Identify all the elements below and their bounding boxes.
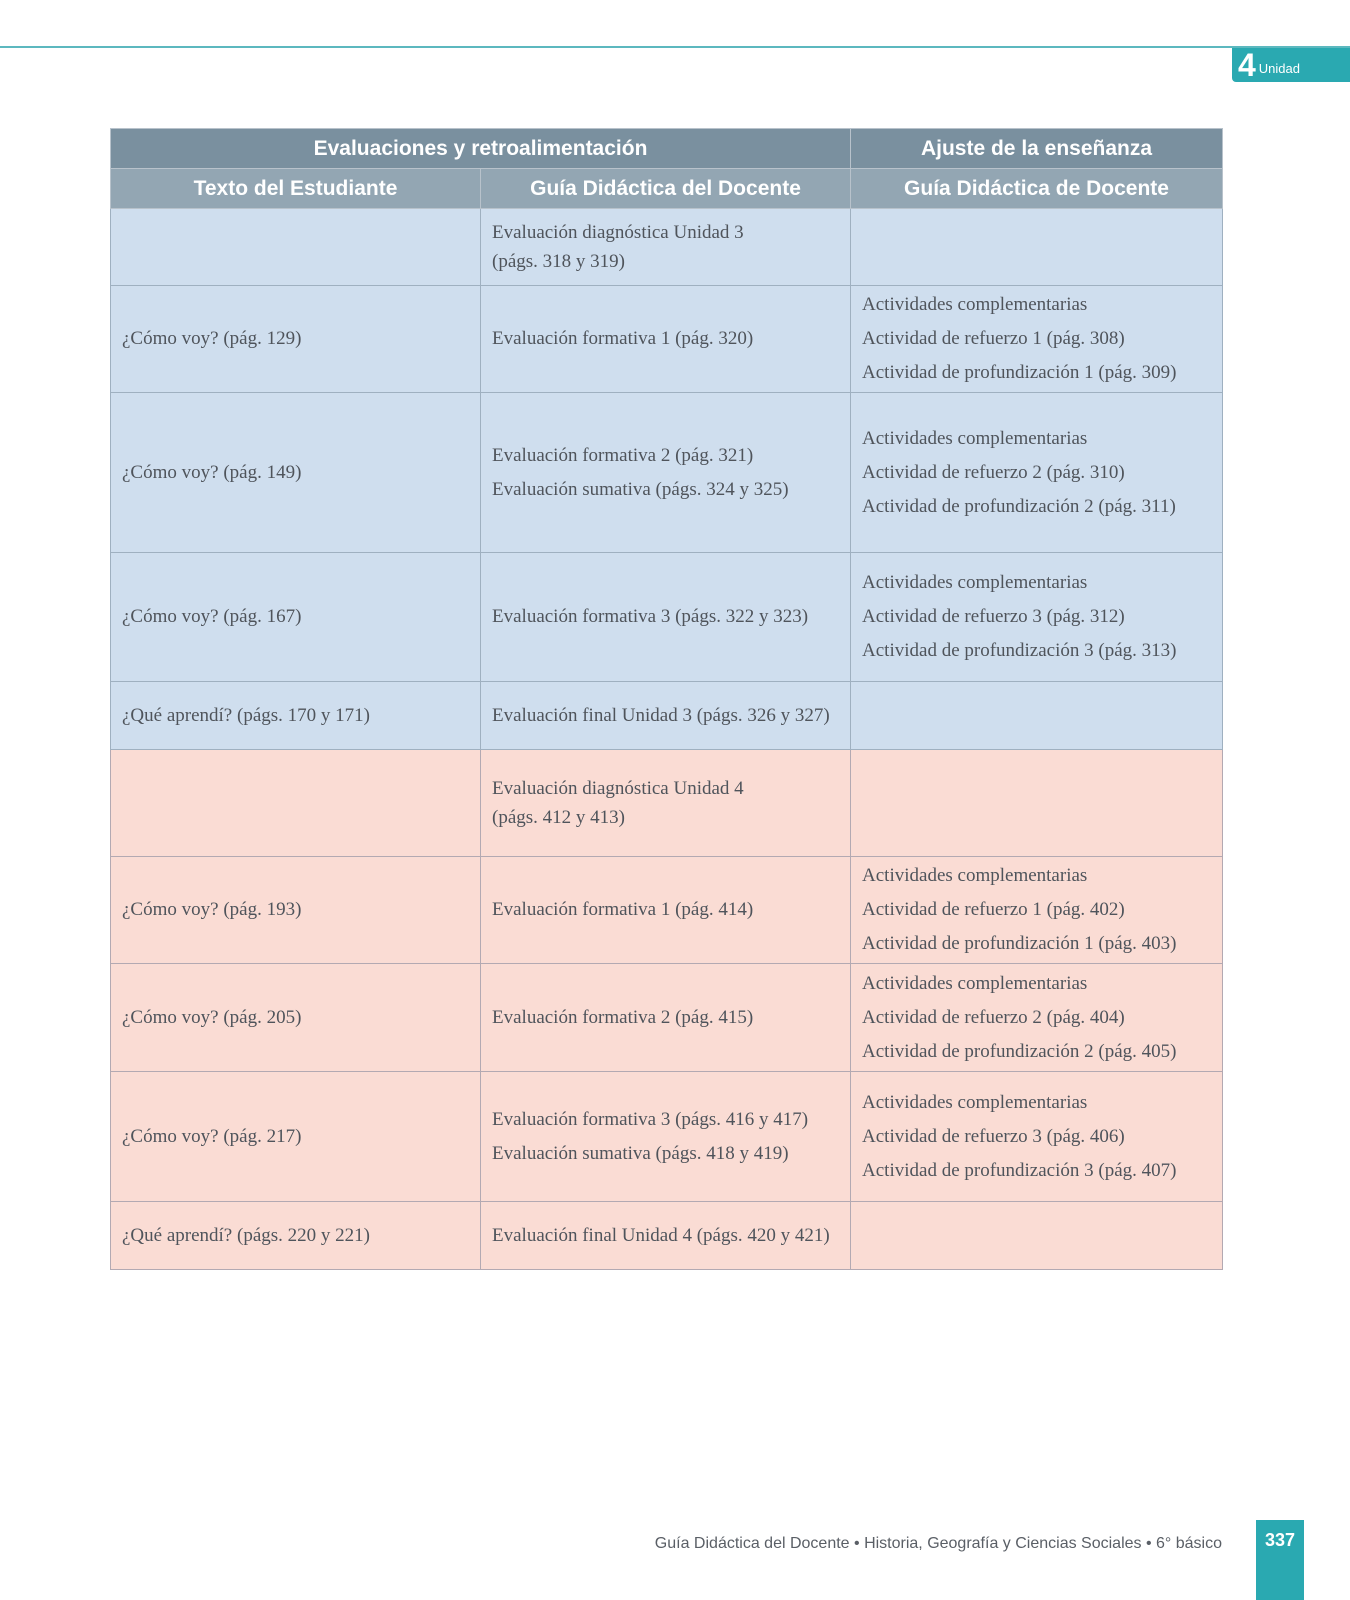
cell-adjustment <box>851 964 1223 1072</box>
cell-line: (págs. 318 y 319) <box>492 251 625 272</box>
header-ajuste: Ajuste de la enseñanza <box>851 129 1223 169</box>
cell-student-text <box>111 857 481 964</box>
cell-line: Evaluación formativa 2 (pág. 415) <box>492 1006 754 1028</box>
cell-line: ¿Cómo voy? (pág. 149) <box>122 461 302 483</box>
cell-line: Actividad de profundización 2 (pág. 311) <box>862 495 1176 517</box>
evaluation-table <box>110 128 1223 1270</box>
cell-line: ¿Cómo voy? (pág. 217) <box>122 1125 302 1147</box>
cell-line: Evaluación diagnóstica Unidad 4 <box>492 778 744 799</box>
table-row <box>111 393 1223 553</box>
cell-line: Actividades complementarias <box>862 865 1088 886</box>
table-row <box>111 750 1223 857</box>
cell-line: Evaluación formativa 1 (pág. 320) <box>492 328 754 349</box>
cell-line: Evaluación formativa 1 (pág. 414) <box>492 899 754 920</box>
top-rule <box>0 46 1350 48</box>
cell-student-text <box>111 286 481 393</box>
cell-adjustment <box>851 209 1223 286</box>
cell-line: Evaluación formativa 3 (págs. 322 y 323) <box>492 606 809 627</box>
cell-line: Actividad de refuerzo 1 (pág. 308) <box>862 328 1125 349</box>
cell-line: ¿Cómo voy? (pág. 167) <box>122 606 302 627</box>
unit-tab <box>1232 48 1350 82</box>
cell-line: Actividades complementarias <box>862 1091 1088 1113</box>
cell-student-text <box>111 750 481 857</box>
cell-line: Evaluación sumativa (págs. 324 y 325) <box>492 478 789 500</box>
table-row <box>111 1202 1223 1270</box>
table-header-sub <box>111 169 1223 209</box>
footer-text: Guía Didáctica del Docente • Historia, Geografía y Ciencias Sociales • 6° básico <box>654 1535 1222 1552</box>
cell-line: Evaluación final Unidad 4 (págs. 420 y 421) <box>492 1224 830 1246</box>
cell-line: Evaluación sumativa (págs. 418 y 419) <box>492 1142 789 1164</box>
cell-teacher-guide <box>481 964 851 1072</box>
cell-adjustment <box>851 1202 1223 1270</box>
cell-line: Evaluación formativa 2 (pág. 321) <box>492 444 754 466</box>
cell-adjustment <box>851 1072 1223 1202</box>
cell-line: Evaluación formativa 3 (págs. 416 y 417) <box>492 1108 809 1130</box>
cell-line: Actividad de refuerzo 3 (pág. 406) <box>862 1125 1125 1147</box>
cell-line: Actividad de refuerzo 3 (pág. 312) <box>862 606 1125 627</box>
cell-teacher-guide <box>481 553 851 682</box>
unit-label: Unidad <box>1258 60 1300 76</box>
cell-adjustment <box>851 682 1223 750</box>
cell-line: Actividad de profundización 1 (pág. 403) <box>862 933 1177 954</box>
cell-line: Actividades complementarias <box>862 294 1088 315</box>
table-row <box>111 1072 1223 1202</box>
cell-student-text <box>111 553 481 682</box>
cell-line: ¿Cómo voy? (pág. 205) <box>122 1006 302 1028</box>
table-row <box>111 682 1223 750</box>
cell-line: ¿Cómo voy? (pág. 129) <box>122 328 302 349</box>
cell-student-text <box>111 1202 481 1270</box>
cell-line: ¿Qué aprendí? (págs. 170 y 171) <box>122 704 370 726</box>
cell-adjustment <box>851 393 1223 553</box>
cell-teacher-guide <box>481 1072 851 1202</box>
cell-student-text <box>111 209 481 286</box>
cell-line: Actividad de profundización 1 (pág. 309) <box>862 362 1177 383</box>
cell-student-text <box>111 964 481 1072</box>
cell-line: Actividad de profundización 3 (pág. 313) <box>862 640 1177 661</box>
cell-student-text <box>111 682 481 750</box>
cell-line: Actividad de refuerzo 2 (pág. 310) <box>862 461 1125 483</box>
cell-adjustment <box>851 750 1223 857</box>
unit-number: 4 <box>1238 47 1256 83</box>
cell-line: Actividad de profundización 3 (pág. 407) <box>862 1159 1177 1181</box>
table-header-top <box>111 129 1223 169</box>
cell-line: Actividades complementarias <box>862 972 1088 994</box>
cell-teacher-guide <box>481 857 851 964</box>
cell-line: Evaluación final Unidad 3 (págs. 326 y 327) <box>492 704 830 726</box>
table-row <box>111 209 1223 286</box>
header-guia-docente: Guía Didáctica del Docente <box>481 169 851 209</box>
cell-student-text <box>111 1072 481 1202</box>
cell-adjustment <box>851 553 1223 682</box>
cell-teacher-guide <box>481 750 851 857</box>
cell-line: Actividad de refuerzo 1 (pág. 402) <box>862 899 1125 920</box>
cell-line: Evaluación diagnóstica Unidad 3 <box>492 222 744 243</box>
cell-teacher-guide <box>481 1202 851 1270</box>
table-row <box>111 857 1223 964</box>
cell-teacher-guide <box>481 209 851 286</box>
cell-student-text <box>111 393 481 553</box>
table-row <box>111 964 1223 1072</box>
cell-teacher-guide <box>481 682 851 750</box>
cell-adjustment <box>851 857 1223 964</box>
cell-line: ¿Qué aprendí? (págs. 220 y 221) <box>122 1224 370 1246</box>
table-row <box>111 553 1223 682</box>
cell-line: Actividades complementarias <box>862 572 1088 593</box>
cell-adjustment <box>851 286 1223 393</box>
header-evaluaciones: Evaluaciones y retroalimentación <box>111 129 851 169</box>
cell-line: (págs. 412 y 413) <box>492 807 625 828</box>
cell-line: Actividad de profundización 2 (pág. 405) <box>862 1040 1177 1062</box>
cell-teacher-guide <box>481 286 851 393</box>
page-number-tab <box>1256 1520 1304 1600</box>
header-texto-estudiante: Texto del Estudiante <box>111 169 481 209</box>
cell-line: Actividades complementarias <box>862 427 1088 449</box>
header-guia-de-docente: Guía Didáctica de Docente <box>851 169 1223 209</box>
table-row <box>111 286 1223 393</box>
cell-line: ¿Cómo voy? (pág. 193) <box>122 899 302 920</box>
cell-teacher-guide <box>481 393 851 553</box>
cell-line: Actividad de refuerzo 2 (pág. 404) <box>862 1006 1125 1028</box>
page-number: 337 <box>1264 1530 1296 1550</box>
